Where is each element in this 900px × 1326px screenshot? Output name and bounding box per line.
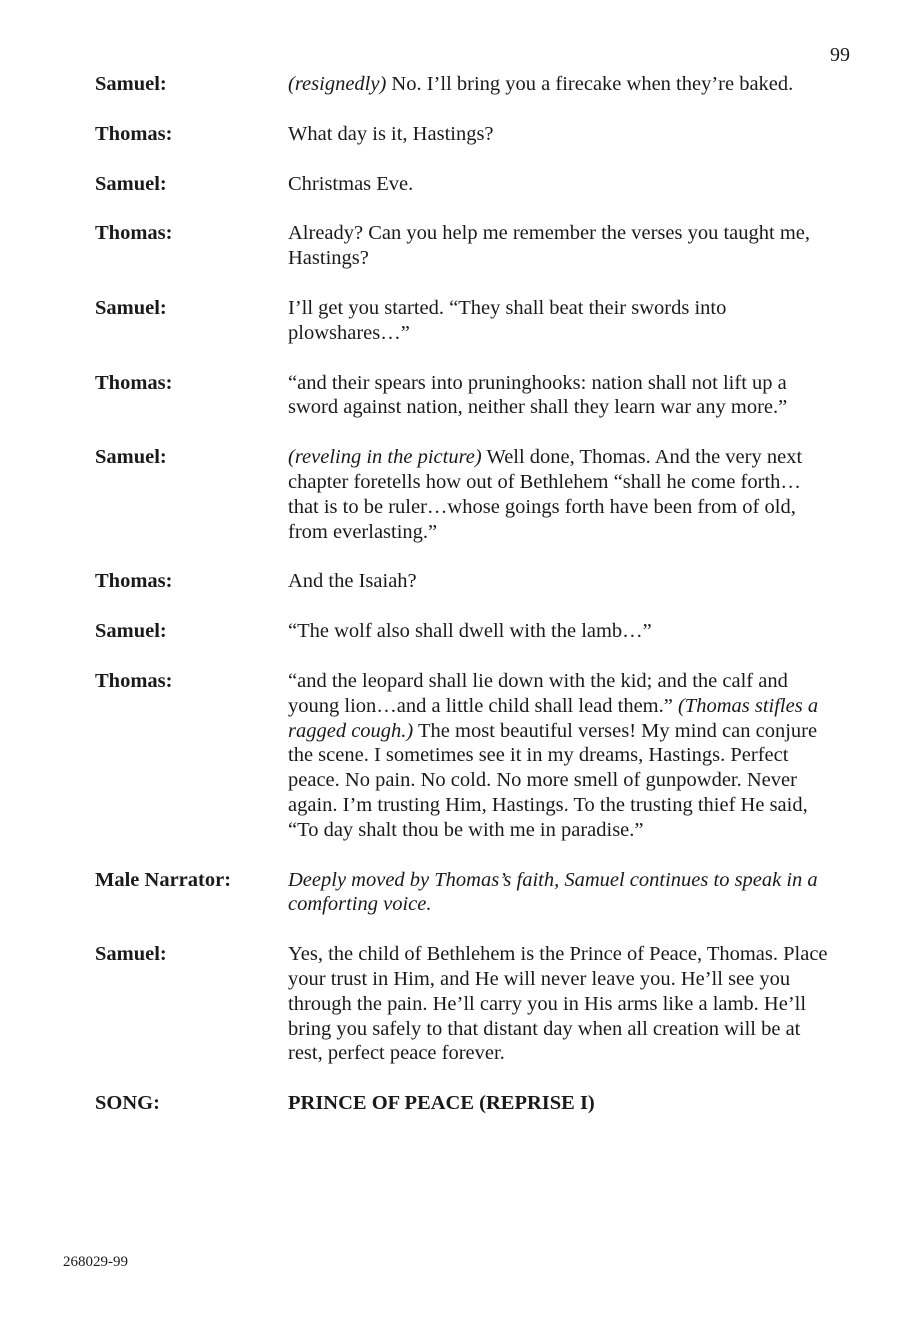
stage-direction: (reveling in the picture) [288,446,482,469]
speaker-name: Thomas: [95,570,173,593]
dialogue-line [288,1091,830,1116]
dialogue-text: “The wolf also shall dwell with the lamb…” [288,620,652,643]
dialogue-text: No. I’ll bring you a firecake when they’re baked. [386,73,794,95]
dialogue-entry [95,569,830,594]
speaker-name: Thomas: [95,371,173,394]
stage-direction: (Thomas stifles a ragged cough.) [288,694,819,742]
dialogue-text: And the Isaiah? [288,570,417,593]
dialogue-entry [95,172,830,197]
dialogue-text: Yes, the child of Bethlehem is the Prince of Peace, Thomas. Place your trust in Him, and He will never leave you. He’ll see you through the pain. He’ll carry you in His arms like a lamb. He’ll bring you safely to that distant day when all creation will be at rest, perfect peace forever. [288,943,828,1065]
speaker-name: Samuel: [95,620,167,643]
dialogue-line [288,122,830,147]
dialogue-text: Well done, Thomas. And the very next chapter foretells how out of Bethlehem “shall he come forth…that is to be ruler…whose goings forth have been from of old, from everlasting.” [288,446,803,543]
page-number: 99 [830,44,850,66]
dialogue-entry [95,371,830,421]
dialogue-entry [95,221,830,271]
speaker-name: Samuel: [95,73,167,95]
dialogue-line [288,942,830,1066]
dialogue-line [288,569,830,594]
dialogue-entry [95,1091,830,1116]
speaker-name: Male Narrator: [95,868,232,891]
dialogue-entry [95,942,830,1066]
dialogue-line [288,669,830,843]
dialogue-entry [95,72,830,97]
speaker-name: Samuel: [95,172,167,195]
dialogue-entry [95,445,830,544]
speaker-name: SONG: [95,1092,160,1115]
speaker-name: Thomas: [95,222,173,245]
dialogue-line [288,619,830,644]
dialogue-entry [95,619,830,644]
dialogue-text: I’ll get you started. “They shall beat their swords into plowshares…” [288,296,727,344]
dialogue-line [288,72,830,97]
dialogue-line [288,296,830,346]
script-body [95,72,830,1141]
dialogue-entry [95,122,830,147]
dialogue-line [288,172,830,197]
dialogue-entry [95,296,830,346]
dialogue-text: What day is it, Hastings? [288,122,494,145]
dialogue-entry [95,669,830,843]
footer-code: 268029-99 [63,1254,128,1270]
stage-direction: Deeply moved by Thomas’s faith, Samuel continues to speak in a comforting voice. [288,868,818,916]
dialogue-line [288,371,830,421]
dialogue-text: PRINCE OF PEACE (REPRISE I) [288,1092,595,1115]
dialogue-text: Christmas Eve. [288,172,414,195]
dialogue-text: “and their spears into pruninghooks: nation shall not lift up a sword against nation, neither shall they learn war any more.” [288,371,788,419]
speaker-name: Thomas: [95,669,173,692]
speaker-name: Samuel: [95,446,167,469]
dialogue-text: The most beautiful verses! My mind can conjure the scene. I sometimes see it in my dreams, Hastings. Perfect peace. No pain. No cold. No more smell of gunpowder. Never again. I’m trusting Him, Hastings. To the trusting thief He said, “To day shalt thou be with me in paradise.” [288,719,818,841]
dialogue-line [288,221,830,271]
dialogue-line [288,445,830,544]
speaker-name: Thomas: [95,122,173,145]
dialogue-text: “and the leopard shall lie down with the kid; and the calf and young lion…and a little child shall lead them.” [288,669,788,717]
speaker-name: Samuel: [95,296,167,319]
dialogue-line [288,868,830,918]
dialogue-entry [95,868,830,918]
dialogue-text: Already? Can you help me remember the verses you taught me, Hastings? [288,222,811,270]
stage-direction: (resignedly) [288,73,387,95]
speaker-name: Samuel: [95,943,167,966]
